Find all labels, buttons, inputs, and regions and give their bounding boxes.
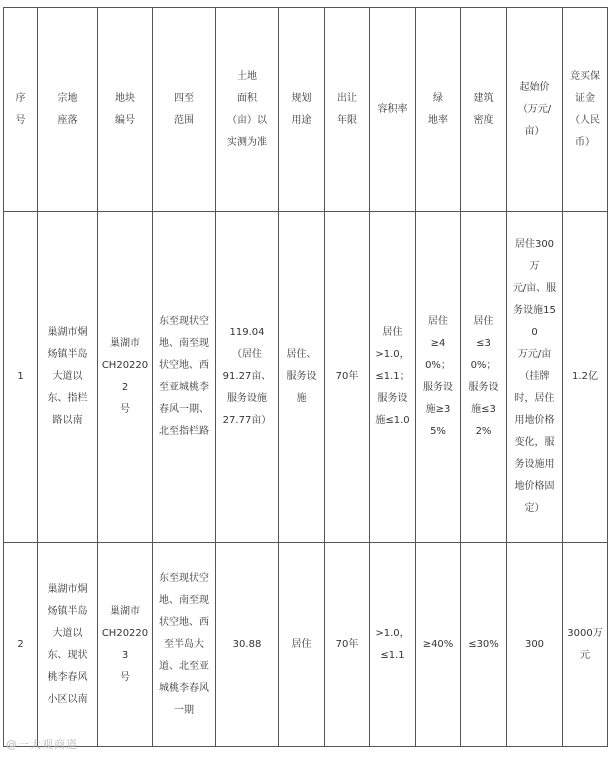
cell-building-density: 居住 ≤30%； 服务设 施≤32% — [461, 212, 507, 543]
cell-plot-ratio: 居住 >1.0， ≤1.1； 服务设 施≤1.0 — [370, 212, 416, 543]
table-row — [4, 543, 608, 747]
cell-serial: 1 — [4, 212, 38, 543]
header-parcel-number: 地块 编号 — [98, 8, 153, 212]
cell-starting-price: 居住300万 元/亩、服 务设施150 万元/亩 （挂牌 时，居住 用地价格 变化，服 务设施用 地价格固 定） — [507, 212, 563, 543]
cell-parcel-number: 巢湖市 CH202202 号 — [98, 212, 153, 543]
cell-lease-term: 70年 — [325, 212, 370, 543]
cell-green-ratio: 居住 ≥40%； 服务设 施≥35% — [416, 212, 461, 543]
header-starting-price: 起始价 （万元/ 亩） — [507, 8, 563, 212]
table-row — [4, 212, 608, 543]
cell-parcel-number: 巢湖市 CH202203 号 — [98, 543, 153, 747]
cell-planned-use: 居住、 服务设 施 — [279, 212, 325, 543]
cell-location: 巢湖市烔 炀镇半岛 大道以 东、现状 桃李春风 小区以南 — [38, 543, 98, 747]
cell-plot-ratio: >1.0， ≤1.1 — [370, 543, 416, 747]
header-lease-term: 出让 年限 — [325, 8, 370, 212]
cell-building-density: ≤30% — [461, 543, 507, 747]
header-location: 宗地 座落 — [38, 8, 98, 212]
cell-bid-deposit: 1.2亿 — [563, 212, 608, 543]
cell-starting-price: 300 — [507, 543, 563, 747]
watermark: @一大观商道 — [6, 738, 78, 751]
cell-land-area: 30.88 — [216, 543, 279, 747]
table-header-row — [4, 8, 608, 212]
cell-bid-deposit: 3000万 元 — [563, 543, 608, 747]
land-parcel-table — [3, 7, 608, 747]
cell-location: 巢湖市烔 炀镇半岛 大道以 东、指栏 路以南 — [38, 212, 98, 543]
header-bid-deposit: 竞买保 证金 （人民 币） — [563, 8, 608, 212]
cell-planned-use: 居住 — [279, 543, 325, 747]
cell-boundaries: 东至现状空 地、南至现 状空地、西 至半岛大 道、北至亚 城桃李春风 一期 — [153, 543, 216, 747]
header-building-density: 建筑 密度 — [461, 8, 507, 212]
cell-land-area: 119.04 （居住 91.27亩、 服务设施 27.77亩） — [216, 212, 279, 543]
header-land-area: 土地 面积 （亩）以 实测为准 — [216, 8, 279, 212]
header-green-ratio: 绿 地率 — [416, 8, 461, 212]
header-boundaries: 四至 范围 — [153, 8, 216, 212]
header-serial: 序 号 — [4, 8, 38, 212]
header-planned-use: 规划 用途 — [279, 8, 325, 212]
cell-green-ratio: ≥40% — [416, 543, 461, 747]
cell-serial: 2 — [4, 543, 38, 747]
cell-lease-term: 70年 — [325, 543, 370, 747]
cell-boundaries: 东至现状空 地、南至现 状空地、西 至亚城桃李 春风一期、 北至指栏路 — [153, 212, 216, 543]
header-plot-ratio: 容积率 — [370, 8, 416, 212]
